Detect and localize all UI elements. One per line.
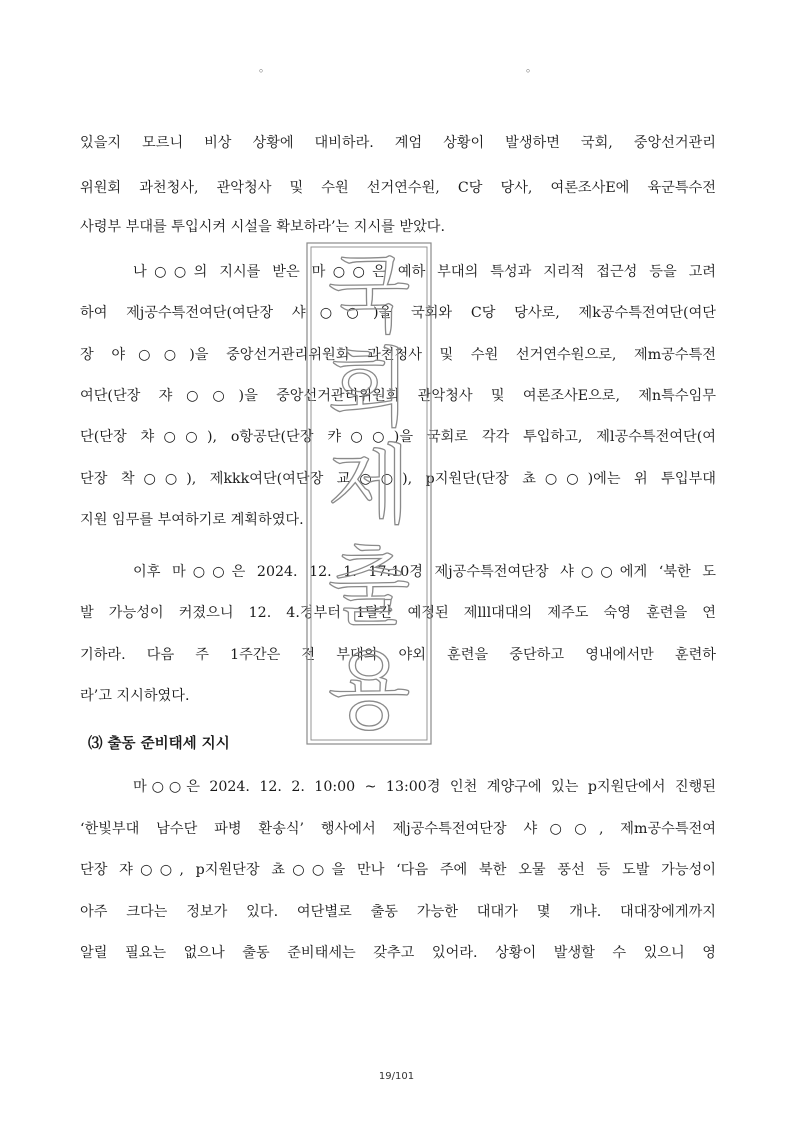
text-line: 알릴 필요는 없으나 출동 준비태세는 갖추고 있어라. 상황이 발생할 수 있으니 영 [80,945,716,961]
text-line: 단장 쟈○○, p지원단장 쵸○○을 만나 ‘다음 주에 북한 오물 풍선 등 도발 가능성이 [80,862,716,878]
section-heading: ⑶ 출동 준비태세 지시 [88,736,230,752]
text-line: 여단(단장 쟈○○)을 중앙선거관리위원회 관악청사 및 여론조사E으로, 제n특수임무 [80,388,716,404]
text-line: 기하라. 다음 주 1주간은 전 부대의 야외 훈련을 중단하고 영내에서만 훈련하 [80,647,716,663]
text-line: 나○○의 지시를 받은 마○○은 예하 부대의 특성과 지리적 접근성 등을 고려 [133,264,716,280]
text-line: 장 야○○)을 중앙선거관리위원회 과천청사 및 수원 선거연수원으로, 제m공수특전 [80,347,716,363]
text-line: 단(단장 챠○○), o항공단(단장 캬○○)을 국회로 각각 투입하고, 제l공수특전여단(여 [80,429,716,445]
watermark-char: 국 [327,245,411,345]
text-line: 있을지 모르니 비상 상황에 대비하라. 계엄 상황이 발생하면 국회, 중앙선거관리 [80,135,716,151]
watermark-char: 회 [327,339,411,439]
text-line: 이후 마○○은 2024. 12. 1. 17:10경 제j공수특전여단장 샤○○에게 ‘북한 도 [133,564,716,580]
text-line: 라’고 지시하였다. [80,688,190,704]
text-line: 단장 착○○), 제kkk여단(여단장 교○○), p지원단(단장 쵸○○)에는 위 투입부대 [80,471,716,487]
text-line: 아주 크다는 정보가 있다. 여단별로 출동 가능한 대대가 몇 개냐. 대대장에게까지 [80,904,716,920]
text-line: 마○○은 2024. 12. 2. 10:00 ~ 13:00경 인천 계양구에 있는 p지원단에서 진행된 [133,779,716,795]
watermark-char: 출 [327,537,411,637]
text-line: 발 가능성이 커졌으니 12. 4.경부터 1달간 예정된 제lll대대의 제주도 숙영 훈련을 연 [80,605,716,621]
watermark-char: 제 [327,436,411,536]
header-mark-left: 。 [259,61,270,74]
text-line: 위원회 과천청사, 관악청사 및 수원 선거연수원, C당 당사, 여론조사E에 육군특수전 [80,180,716,196]
text-line: ‘한빛부대 남수단 파병 환송식’ 행사에서 제j공수특전여단장 샤○○, 제m공수특전여 [80,821,716,837]
text-line: 사령부 부대를 투입시켜 시설을 확보하라’는 지시를 받았다. [80,219,446,235]
header-mark-right: 。 [526,61,537,74]
page-number: 19/101 [378,1071,415,1082]
watermark-char: 용 [327,641,411,741]
text-line: 지원 임무를 부여하기로 계획하였다. [80,512,304,528]
text-line: 하여 제j공수특전여단(여단장 샤○○)을 국회와 C당 당사로, 제k공수특전여단(여단 [80,305,716,321]
